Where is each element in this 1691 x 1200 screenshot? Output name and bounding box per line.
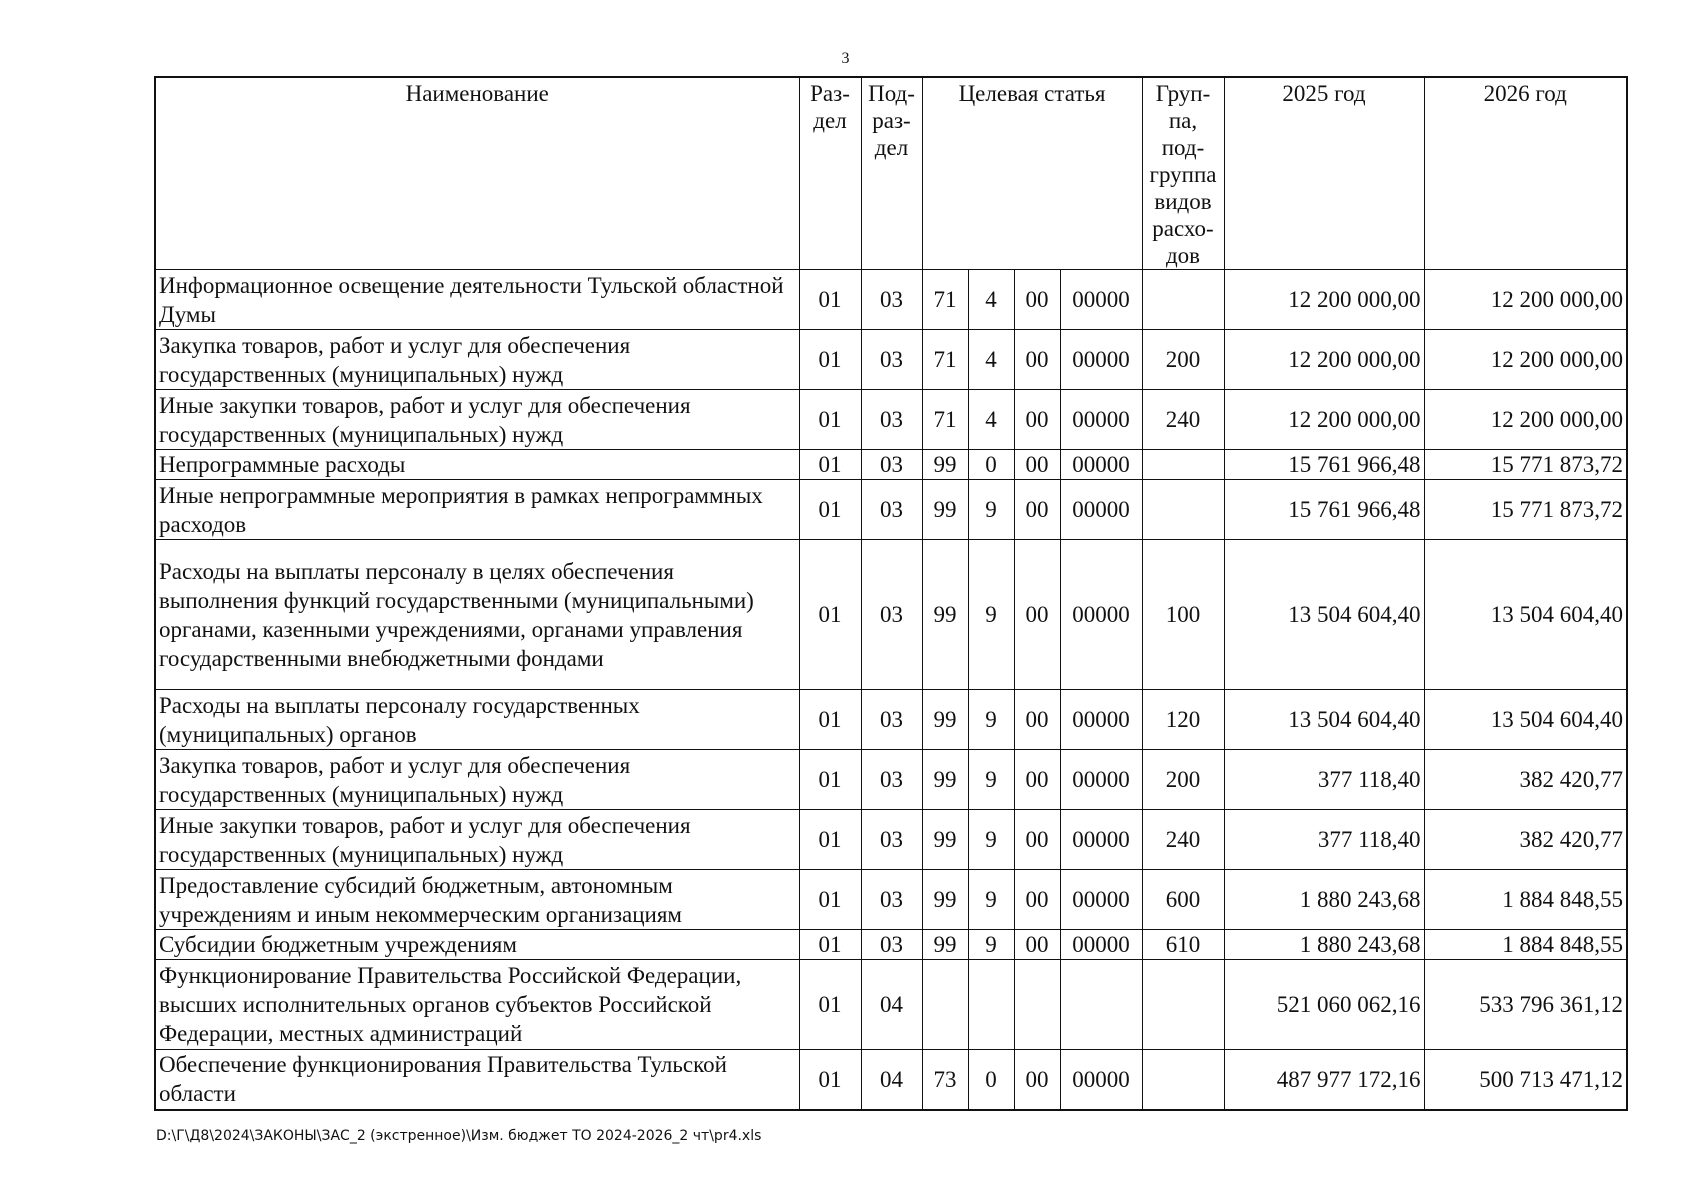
row-section: 01	[799, 690, 861, 750]
row-amount-2025: 15 761 966,48	[1224, 450, 1424, 480]
row-article-program: 99	[922, 480, 968, 540]
row-article-program: 71	[922, 390, 968, 450]
row-section: 01	[799, 450, 861, 480]
row-subsection: 03	[861, 810, 922, 870]
row-name: Иные закупки товаров, работ и услуг для обеспечения государственных (муниципальных) нужд	[155, 390, 799, 450]
row-article-direction: 00	[1014, 540, 1060, 690]
row-article-subprogram: 0	[968, 1050, 1014, 1110]
table-row	[155, 930, 1627, 960]
row-article-direction: 00	[1014, 930, 1060, 960]
row-name: Непрограммные расходы	[155, 450, 799, 480]
row-article-code: 00000	[1060, 450, 1142, 480]
row-article-direction: 00	[1014, 330, 1060, 390]
header-name: Наименование	[155, 77, 799, 270]
row-name: Субсидии бюджетным учреждениям	[155, 930, 799, 960]
row-amount-2025: 377 118,40	[1224, 810, 1424, 870]
row-amount-2025: 13 504 604,40	[1224, 540, 1424, 690]
row-amount-2025: 487 977 172,16	[1224, 1050, 1424, 1110]
row-section: 01	[799, 540, 861, 690]
row-article-direction	[1014, 960, 1060, 1050]
row-article-subprogram: 9	[968, 930, 1014, 960]
row-section: 01	[799, 750, 861, 810]
row-article-subprogram: 4	[968, 330, 1014, 390]
row-amount-2026: 13 504 604,40	[1424, 690, 1627, 750]
row-expense-group: 120	[1142, 690, 1224, 750]
table-row	[155, 1050, 1627, 1110]
row-section: 01	[799, 870, 861, 930]
row-article-program	[922, 960, 968, 1050]
table-body	[155, 270, 1627, 1110]
row-section: 01	[799, 330, 861, 390]
row-article-direction: 00	[1014, 270, 1060, 330]
row-expense-group: 240	[1142, 390, 1224, 450]
row-name: Обеспечение функционирования Правительства Тульской области	[155, 1050, 799, 1110]
table-row	[155, 870, 1627, 930]
table-row	[155, 450, 1627, 480]
row-amount-2025: 12 200 000,00	[1224, 330, 1424, 390]
row-subsection: 04	[861, 960, 922, 1050]
row-article-subprogram: 9	[968, 870, 1014, 930]
row-article-direction: 00	[1014, 480, 1060, 540]
row-article-code	[1060, 960, 1142, 1050]
table-row	[155, 330, 1627, 390]
row-expense-group: 200	[1142, 330, 1224, 390]
row-amount-2025: 1 880 243,68	[1224, 870, 1424, 930]
row-amount-2026: 500 713 471,12	[1424, 1050, 1627, 1110]
row-article-code: 00000	[1060, 810, 1142, 870]
row-article-code: 00000	[1060, 870, 1142, 930]
row-amount-2025: 1 880 243,68	[1224, 930, 1424, 960]
row-article-direction: 00	[1014, 690, 1060, 750]
row-subsection: 03	[861, 450, 922, 480]
row-article-subprogram	[968, 960, 1014, 1050]
row-subsection: 03	[861, 330, 922, 390]
row-article-direction: 00	[1014, 390, 1060, 450]
header-year-2026: 2026 год	[1424, 77, 1627, 270]
row-article-program: 71	[922, 270, 968, 330]
row-article-subprogram: 9	[968, 540, 1014, 690]
row-expense-group	[1142, 450, 1224, 480]
row-article-program: 99	[922, 750, 968, 810]
row-article-subprogram: 9	[968, 750, 1014, 810]
header-section: Раз- дел	[799, 77, 861, 270]
budget-table	[154, 76, 1628, 1111]
row-amount-2025: 12 200 000,00	[1224, 270, 1424, 330]
row-name: Иные закупки товаров, работ и услуг для обеспечения государственных (муниципальных) нужд	[155, 810, 799, 870]
row-amount-2026: 12 200 000,00	[1424, 390, 1627, 450]
row-subsection: 03	[861, 750, 922, 810]
row-article-subprogram: 0	[968, 450, 1014, 480]
row-amount-2025: 13 504 604,40	[1224, 690, 1424, 750]
row-article-subprogram: 4	[968, 270, 1014, 330]
row-amount-2026: 12 200 000,00	[1424, 330, 1627, 390]
table-row	[155, 750, 1627, 810]
row-article-code: 00000	[1060, 1050, 1142, 1110]
row-article-code: 00000	[1060, 270, 1142, 330]
row-amount-2025: 15 761 966,48	[1224, 480, 1424, 540]
row-name: Предоставление субсидий бюджетным, автономным учреждениям и иным некоммерческим организациям	[155, 870, 799, 930]
row-amount-2026: 15 771 873,72	[1424, 480, 1627, 540]
row-subsection: 03	[861, 270, 922, 330]
row-section: 01	[799, 930, 861, 960]
table-row	[155, 690, 1627, 750]
row-subsection: 03	[861, 870, 922, 930]
row-expense-group	[1142, 480, 1224, 540]
row-article-program: 99	[922, 810, 968, 870]
row-article-code: 00000	[1060, 480, 1142, 540]
row-amount-2026: 1 884 848,55	[1424, 870, 1627, 930]
row-section: 01	[799, 1050, 861, 1110]
row-amount-2026: 382 420,77	[1424, 810, 1627, 870]
row-expense-group	[1142, 270, 1224, 330]
row-article-code: 00000	[1060, 330, 1142, 390]
row-article-code: 00000	[1060, 540, 1142, 690]
row-expense-group: 100	[1142, 540, 1224, 690]
header-year-2025: 2025 год	[1224, 77, 1424, 270]
row-amount-2025: 521 060 062,16	[1224, 960, 1424, 1050]
row-name: Функционирование Правительства Российской Федерации, высших исполнительных органов субъектов Российской Федерации, местных администраций	[155, 960, 799, 1050]
header-row	[155, 77, 1627, 270]
row-name: Закупка товаров, работ и услуг для обеспечения государственных (муниципальных) нужд	[155, 750, 799, 810]
row-section: 01	[799, 270, 861, 330]
row-amount-2026: 382 420,77	[1424, 750, 1627, 810]
row-article-direction: 00	[1014, 750, 1060, 810]
header-expense-group: Груп- па, под- группа видов расхо- дов	[1142, 77, 1224, 270]
row-expense-group: 240	[1142, 810, 1224, 870]
row-article-subprogram: 4	[968, 390, 1014, 450]
row-expense-group	[1142, 1050, 1224, 1110]
row-amount-2026: 15 771 873,72	[1424, 450, 1627, 480]
row-article-subprogram: 9	[968, 480, 1014, 540]
header-target-article: Целевая статья	[922, 77, 1142, 270]
row-article-direction: 00	[1014, 450, 1060, 480]
row-article-code: 00000	[1060, 930, 1142, 960]
row-article-program: 99	[922, 540, 968, 690]
footer-file-path: D:\Г\Д8\2024\ЗАКОНЫ\ЗАС_2 (экстренное)\Изм. бюджет ТО 2024-2026_2 чт\pr4.xls	[156, 1128, 762, 1144]
table-row	[155, 270, 1627, 330]
row-name: Расходы на выплаты персоналу в целях обеспечения выполнения функций государственными (муниципальными) органами, казенными учреждениями, органами управления государственными внебюджетными фондами	[155, 540, 799, 690]
row-expense-group: 600	[1142, 870, 1224, 930]
row-amount-2026: 533 796 361,12	[1424, 960, 1627, 1050]
row-expense-group: 610	[1142, 930, 1224, 960]
row-expense-group: 200	[1142, 750, 1224, 810]
row-section: 01	[799, 390, 861, 450]
row-article-code: 00000	[1060, 750, 1142, 810]
row-name: Расходы на выплаты персоналу государственных (муниципальных) органов	[155, 690, 799, 750]
row-article-direction: 00	[1014, 810, 1060, 870]
row-subsection: 04	[861, 1050, 922, 1110]
row-article-program: 71	[922, 330, 968, 390]
row-article-program: 99	[922, 450, 968, 480]
row-subsection: 03	[861, 690, 922, 750]
row-article-subprogram: 9	[968, 810, 1014, 870]
row-amount-2026: 12 200 000,00	[1424, 270, 1627, 330]
row-article-program: 99	[922, 930, 968, 960]
row-amount-2025: 377 118,40	[1224, 750, 1424, 810]
row-amount-2026: 13 504 604,40	[1424, 540, 1627, 690]
table-row	[155, 960, 1627, 1050]
row-article-program: 99	[922, 870, 968, 930]
row-section: 01	[799, 480, 861, 540]
row-article-program: 73	[922, 1050, 968, 1110]
row-amount-2026: 1 884 848,55	[1424, 930, 1627, 960]
row-subsection: 03	[861, 930, 922, 960]
row-name: Информационное освещение деятельности Тульской областной Думы	[155, 270, 799, 330]
row-subsection: 03	[861, 480, 922, 540]
row-name: Иные непрограммные мероприятия в рамках непрограммных расходов	[155, 480, 799, 540]
row-name: Закупка товаров, работ и услуг для обеспечения государственных (муниципальных) нужд	[155, 330, 799, 390]
row-article-program: 99	[922, 690, 968, 750]
table-row	[155, 810, 1627, 870]
row-article-code: 00000	[1060, 690, 1142, 750]
table-row	[155, 540, 1627, 690]
row-expense-group	[1142, 960, 1224, 1050]
row-article-code: 00000	[1060, 390, 1142, 450]
row-subsection: 03	[861, 390, 922, 450]
page-number: 3	[841, 50, 850, 67]
row-section: 01	[799, 960, 861, 1050]
row-section: 01	[799, 810, 861, 870]
row-amount-2025: 12 200 000,00	[1224, 390, 1424, 450]
row-subsection: 03	[861, 540, 922, 690]
row-article-direction: 00	[1014, 870, 1060, 930]
header-subsection: Под- раз- дел	[861, 77, 922, 270]
table-row	[155, 480, 1627, 540]
table-row	[155, 390, 1627, 450]
row-article-direction: 00	[1014, 1050, 1060, 1110]
row-article-subprogram: 9	[968, 690, 1014, 750]
